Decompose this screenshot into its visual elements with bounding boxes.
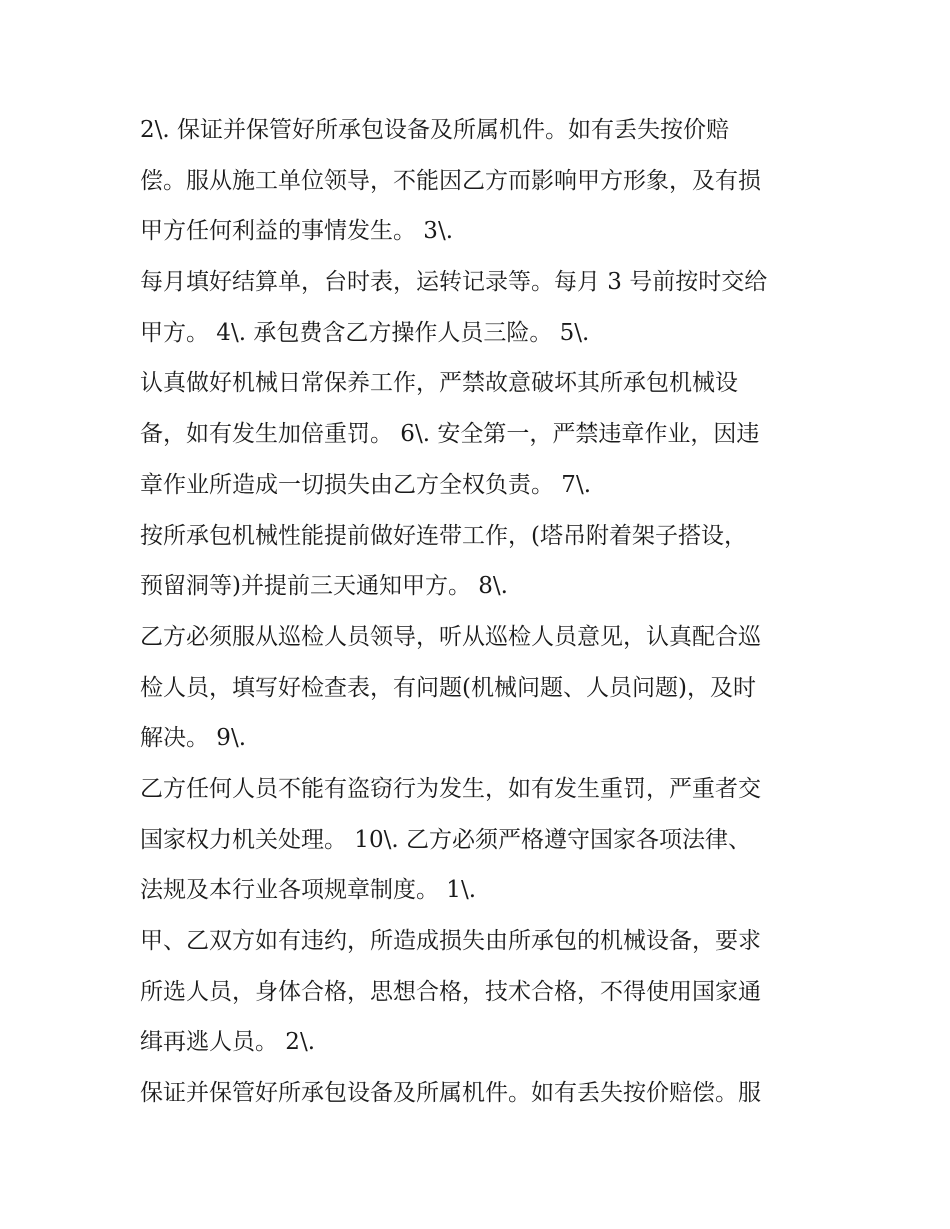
text-line-14: 乙方任何人员不能有盗窃行为发生，如有发生重罚，严重者交 [140, 775, 761, 802]
text-line-15: 国家权力机关处理。 10\. 乙方必须严格遵守国家各项法律、 [140, 826, 751, 853]
text-line-3: 甲方任何利益的事情发生。 3\. [140, 218, 454, 245]
document-body [140, 105, 820, 1119]
text-line-16: 法规及本行业各项规章制度。 1\. [140, 877, 477, 904]
text-line-11: 乙方必须服从巡检人员领导，听从巡检人员意见，认真配合巡 [140, 623, 761, 650]
text-line-10: 预留洞等)并提前三天通知甲方。 8\. [140, 573, 508, 600]
text-line-12: 检人员，填写好检查表，有问题(机械问题、人员问题)，及时 [140, 674, 756, 701]
text-line-19: 缉再逃人员。 2\. [140, 1029, 316, 1056]
text-line-5: 甲方。 4\. 承包费含乙方操作人员三险。 5\. [140, 319, 590, 346]
text-line-17: 甲、乙双方如有违约，所造成损失由所承包的机械设备，要求 [140, 928, 761, 954]
text-line-2: 偿。服从施工单位领导，不能因乙方而影响甲方形象，及有损 [140, 167, 761, 194]
text-line-6: 认真做好机械日常保养工作，严禁故意破坏其所承包机械设 [140, 370, 738, 397]
text-line-8: 章作业所造成一切损失由乙方全权负责。 7\. [140, 471, 592, 498]
text-line-9: 按所承包机械性能提前做好连带工作，(塔吊附着架子搭设， [140, 522, 747, 549]
text-line-20: 保证并保管好所承包设备及所属机件。如有丢失按价赔偿。服 [140, 1080, 761, 1107]
text-line-4: 每月填好结算单，台时表，运转记录等。每月 3 号前按时交给 [140, 269, 768, 296]
text-line-13: 解决。 9\. [140, 725, 247, 752]
text-line-1: 2\. 保证并保管好所承包设备及所属机件。如有丢失按价赔 [140, 117, 730, 143]
text-line-18: 所选人员，身体合格，思想合格，技术合格，不得使用国家通 [140, 978, 761, 1005]
text-line-7: 备，如有发生加倍重罚。 6\. 安全第一，严禁违章作业，因违 [140, 421, 760, 448]
